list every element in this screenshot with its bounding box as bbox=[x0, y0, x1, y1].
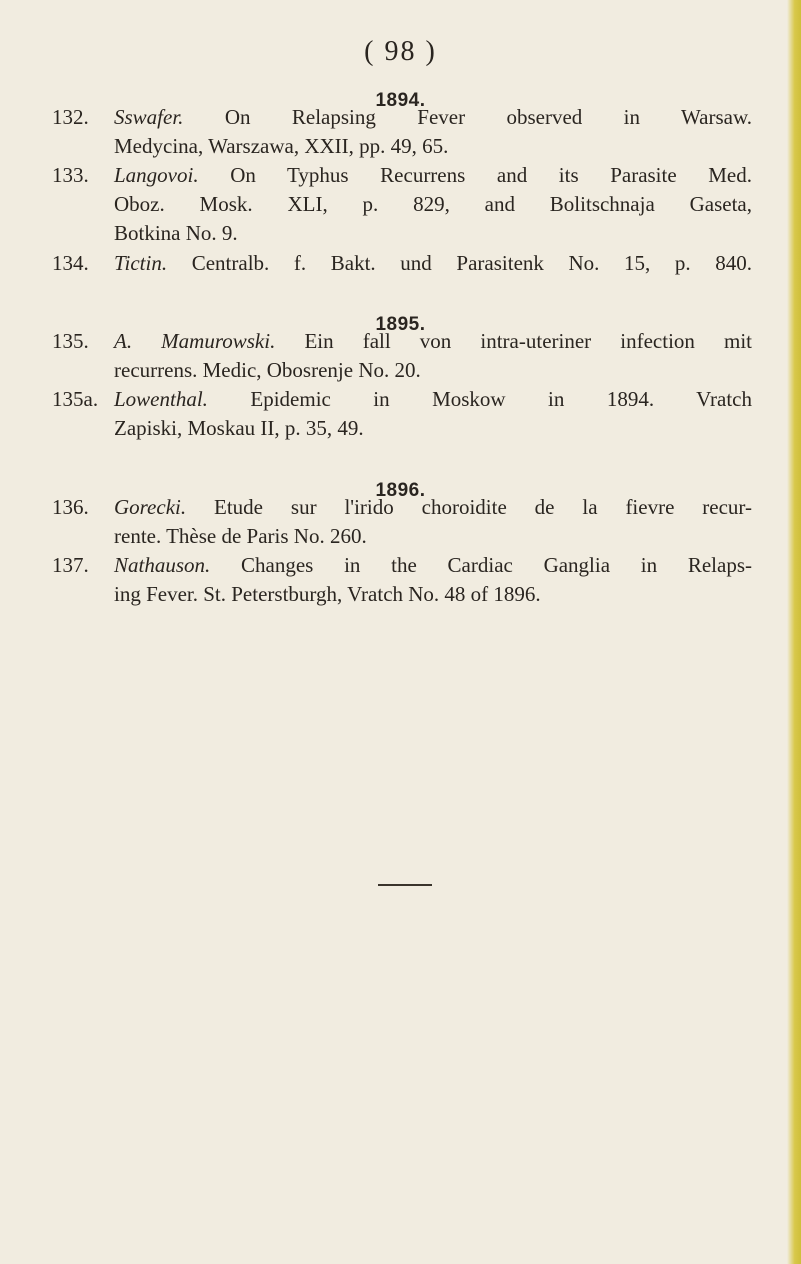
reference-entry-135a bbox=[52, 385, 752, 443]
entry-number: 133. bbox=[52, 163, 89, 187]
reference-entry-135 bbox=[52, 327, 752, 385]
entry-line-1 bbox=[114, 385, 752, 414]
entry-number: 132. bbox=[52, 105, 89, 129]
reference-entry-133 bbox=[52, 161, 752, 248]
entry-line-1 bbox=[114, 103, 752, 132]
entry-author: Tictin. bbox=[114, 251, 168, 275]
entry-text: Centralb. f. Bakt. und Parasitenk No. 15, p. 840. bbox=[191, 251, 753, 275]
entry-line-1 bbox=[114, 327, 752, 356]
entry-line-2: Zapiski, Moskau II, p. 35, 49. bbox=[114, 416, 364, 440]
page-number: ( 98 ) bbox=[364, 36, 437, 67]
entry-author: Sswafer. bbox=[114, 105, 184, 129]
entry-author: A. Mamurowski. bbox=[114, 329, 276, 353]
entry-line-2: Medycina, Warszawa, XXII, pp. 49, 65. bbox=[114, 134, 449, 158]
reference-entry-136 bbox=[52, 493, 752, 551]
entry-text: Etude sur l'irido choroidite de la fievre recur- bbox=[214, 495, 752, 519]
entry-author: Langovoi. bbox=[114, 163, 199, 187]
end-rule bbox=[378, 884, 432, 886]
entry-line-2: ing Fever. St. Peterstburgh, Vratch No. 48 of 1896. bbox=[114, 582, 541, 606]
reference-entry-132 bbox=[52, 103, 752, 161]
reference-entry-134 bbox=[52, 249, 752, 278]
entry-line-2: recurrens. Medic, Obosrenje No. 20. bbox=[114, 358, 421, 382]
year-heading-1894: 1894. bbox=[375, 90, 426, 111]
page-edge bbox=[787, 0, 801, 1264]
year-heading-1896: 1896. bbox=[375, 480, 426, 501]
entry-line-2: Oboz. Mosk. XLI, p. 829, and Bolitschnaja Gaseta, bbox=[114, 192, 752, 216]
entry-line-2: rente. Thèse de Paris No. 260. bbox=[114, 524, 367, 548]
entry-author: Gorecki. bbox=[114, 495, 187, 519]
entry-number: 135a. bbox=[52, 387, 99, 411]
entry-author: Nathauson. bbox=[114, 553, 211, 577]
year-heading-1895: 1895. bbox=[375, 314, 426, 335]
reference-entry-137 bbox=[52, 551, 752, 609]
entry-text: Ein fall von intra-uteriner infection mit bbox=[304, 329, 753, 353]
entry-number: 135. bbox=[52, 329, 89, 353]
entry-number: 137. bbox=[52, 553, 89, 577]
entry-line-3: Botkina No. 9. bbox=[114, 221, 238, 245]
entry-line-1 bbox=[114, 249, 752, 278]
entry-text: Epidemic in Moskow in 1894. Vratch bbox=[250, 387, 753, 411]
entry-author: Lowenthal. bbox=[114, 387, 208, 411]
entry-text: On Typhus Recurrens and its Parasite Med. bbox=[230, 163, 752, 187]
entry-line-1 bbox=[114, 161, 752, 190]
entry-text: On Relapsing Fever observed in Warsaw. bbox=[224, 105, 752, 129]
entry-line-1 bbox=[114, 493, 752, 522]
entry-number: 134. bbox=[52, 251, 89, 275]
entry-text: Changes in the Cardiac Ganglia in Relaps- bbox=[241, 553, 753, 577]
entry-number: 136. bbox=[52, 495, 89, 519]
entry-line-1 bbox=[114, 551, 752, 580]
